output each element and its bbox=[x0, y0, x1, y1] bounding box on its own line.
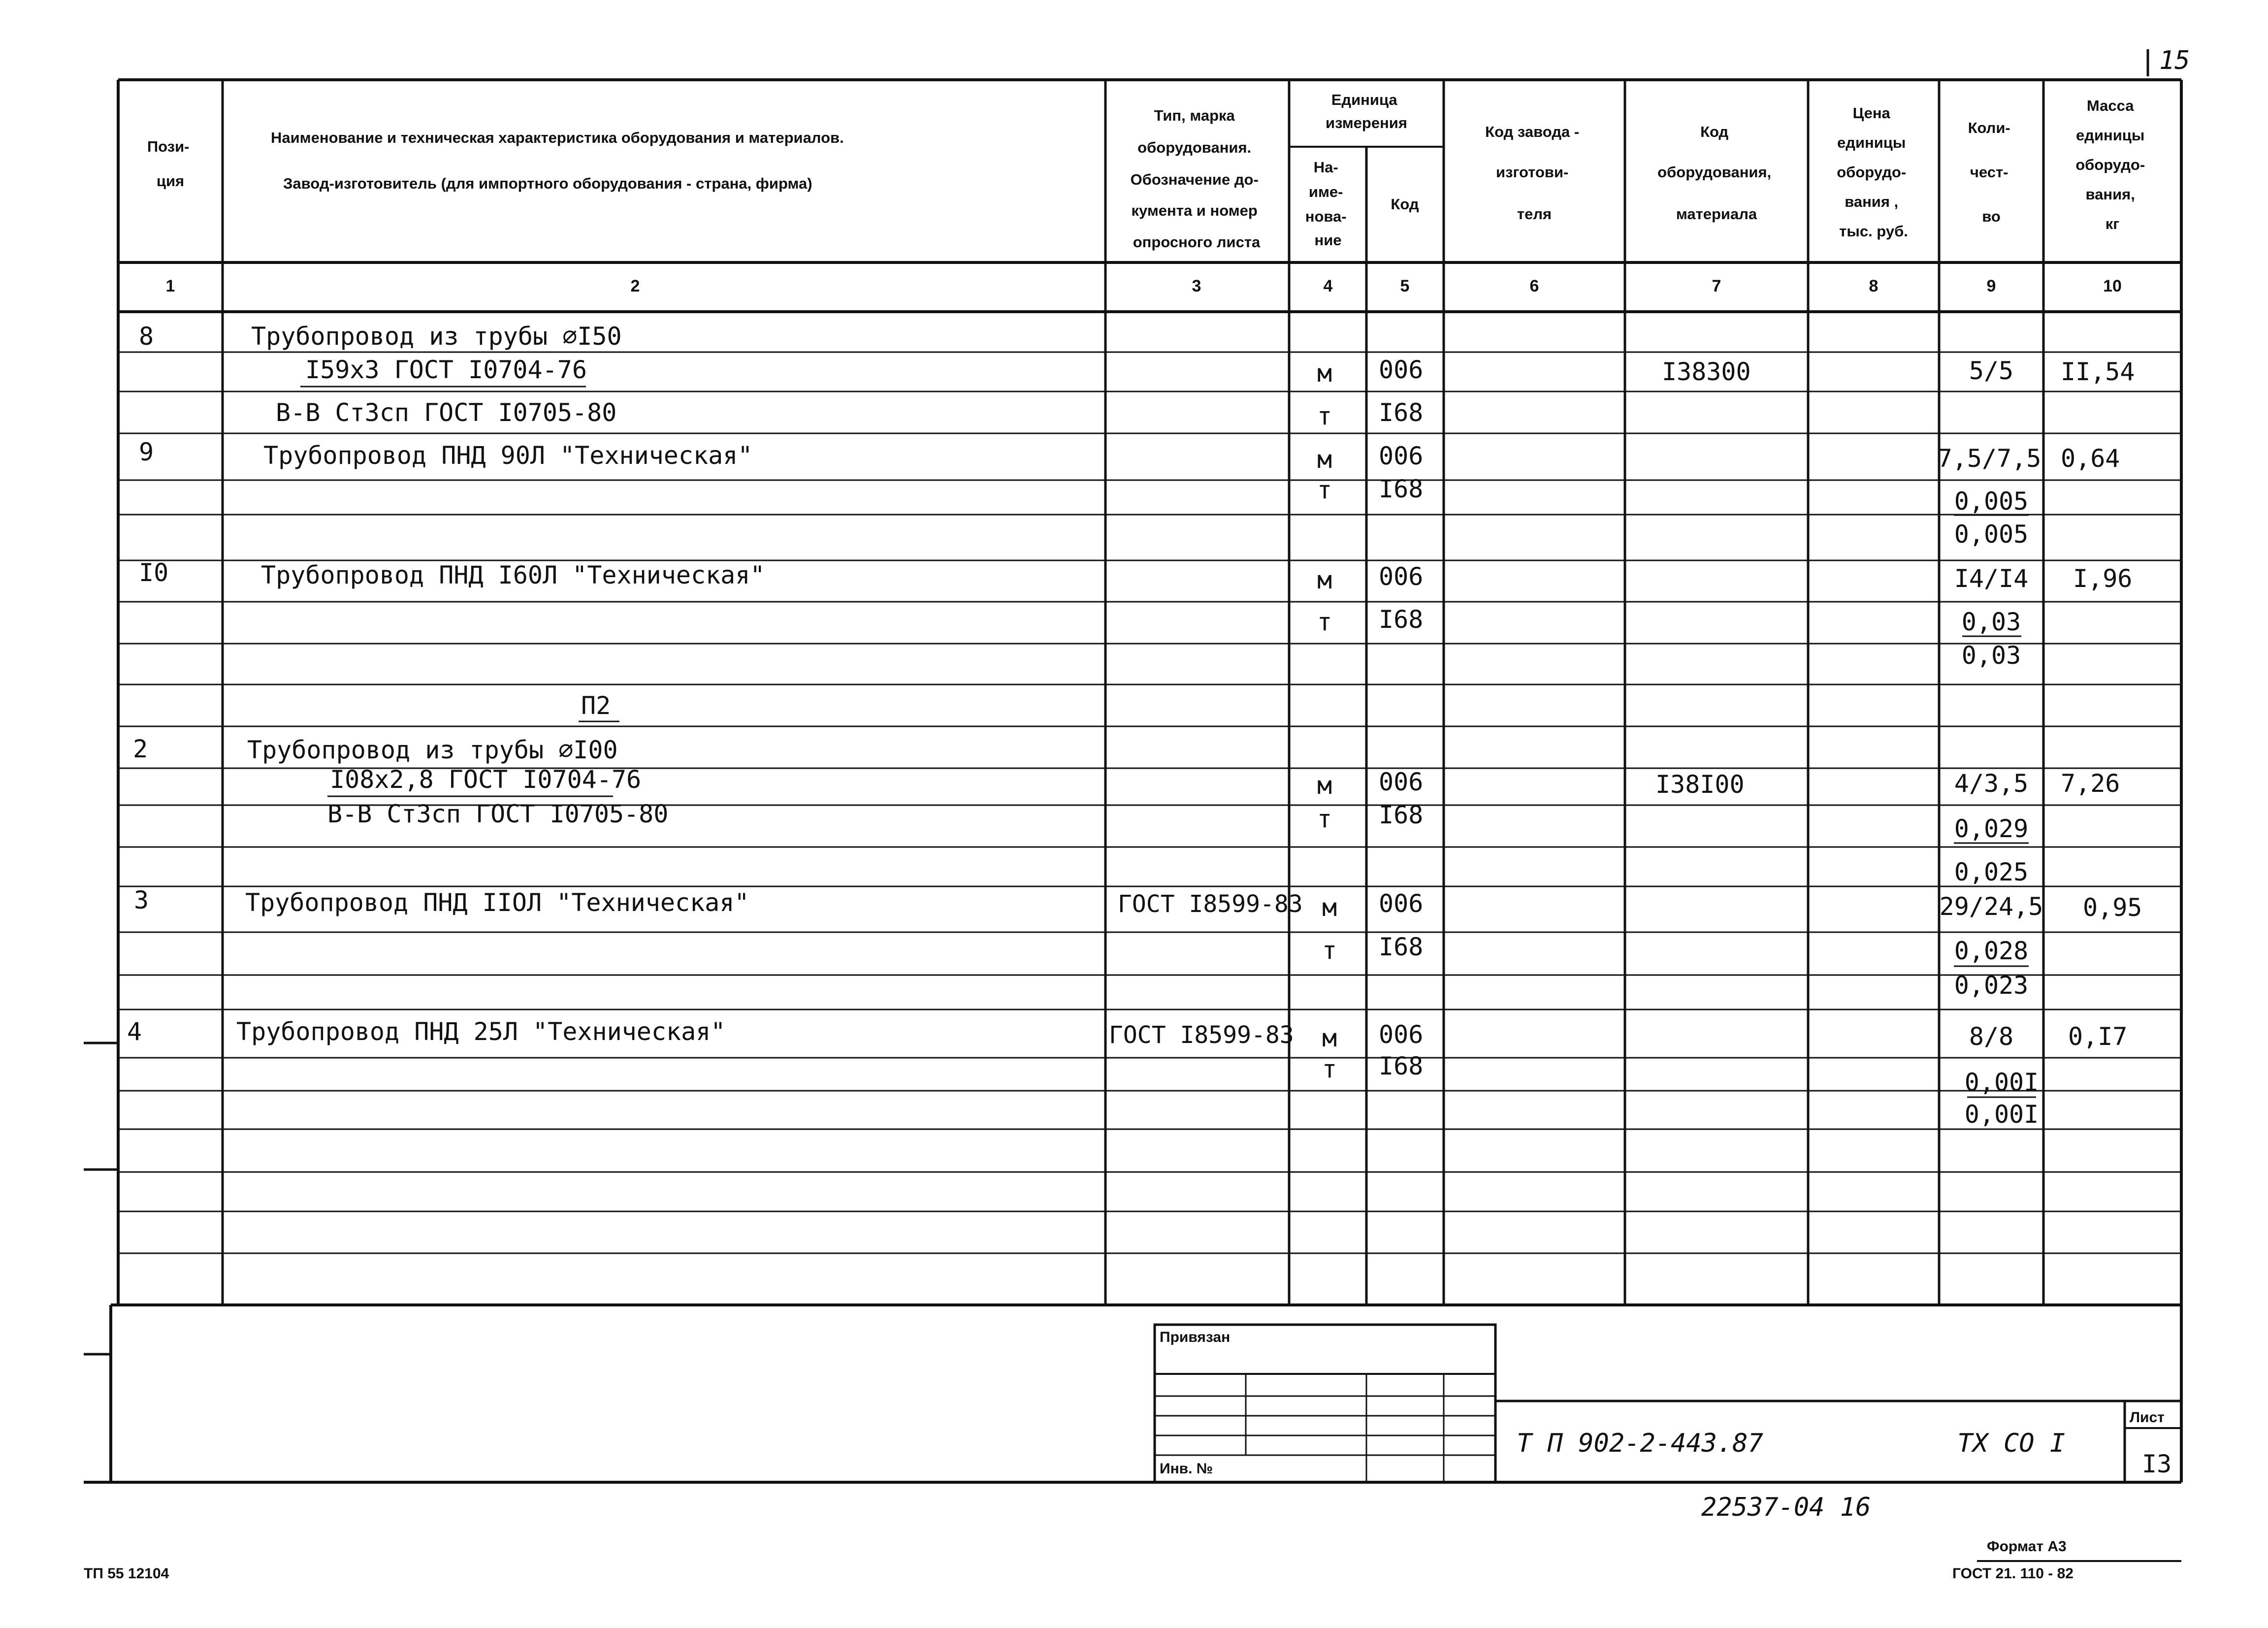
table-body bbox=[127, 322, 2142, 1129]
code-cell: I68 bbox=[1379, 801, 1424, 829]
mass-cell: II,54 bbox=[2061, 358, 2135, 386]
table-row bbox=[133, 735, 618, 764]
type-cell: ГОСТ I8599-83 bbox=[1118, 890, 1303, 918]
quantity-cell: 29/24,5 bbox=[1939, 892, 2043, 921]
quantity-cell: 4/3,5 bbox=[1954, 769, 2029, 798]
header-mass: Масса единицы оборудо- вания, кг bbox=[2075, 97, 2145, 232]
name-cell: Трубопровод ПНД IIОЛ "Техническая" bbox=[245, 888, 749, 917]
table-row bbox=[134, 886, 2142, 922]
table-row bbox=[1322, 933, 2029, 966]
quantity-cell: 0,029 bbox=[1954, 814, 2029, 843]
header-unit-group: Единица измерения bbox=[1326, 91, 1407, 131]
sheet-footer bbox=[84, 1538, 2181, 1582]
quantity-cell: 0,03 bbox=[1961, 641, 2021, 670]
quantity-cell: 0,00I bbox=[1964, 1068, 2039, 1097]
unit-cell: м bbox=[1322, 893, 1337, 922]
title-block bbox=[1155, 1325, 2181, 1482]
position-cell: 2 bbox=[133, 735, 148, 763]
column-number: 6 bbox=[1529, 277, 1539, 295]
table-row bbox=[1954, 858, 2029, 886]
unit-cell: м bbox=[1317, 359, 1332, 388]
stamp-inventory-number: Инв. № bbox=[1160, 1461, 1213, 1477]
position-cell: 4 bbox=[127, 1017, 142, 1046]
name-cell: I59x3 ГОСТ I0704-76 bbox=[305, 356, 587, 384]
quantity-cell: 7,5/7,5 bbox=[1937, 444, 2041, 473]
table-row bbox=[139, 438, 2120, 474]
header-type: Тип, марка оборудования. Обозначение до- кумента и номер опросного листа bbox=[1130, 107, 1261, 251]
header-unit-name: На- име- нова- ние bbox=[1305, 159, 1347, 249]
unit-cell: т bbox=[1322, 1055, 1337, 1083]
quantity-cell: 0,025 bbox=[1954, 858, 2029, 886]
position-cell: 8 bbox=[139, 322, 154, 351]
header-name: Наименование и техническая характеристика оборудования и материалов. Завод-изготовитель (для импортного оборудования - страна, фирма) bbox=[271, 129, 844, 192]
position-cell: 3 bbox=[134, 886, 149, 914]
format-label: Формат А3 bbox=[1987, 1538, 2067, 1555]
code-cell: I68 bbox=[1379, 1052, 1424, 1080]
unit-cell: т bbox=[1317, 608, 1332, 636]
name-cell: I08x2,8 ГОСТ I0704-76 bbox=[330, 765, 642, 794]
header-quantity: Коли- чест- во bbox=[1968, 119, 2010, 225]
code-cell: 006 bbox=[1379, 442, 1424, 470]
quantity-cell: 0,03 bbox=[1961, 608, 2021, 636]
name-cell: Трубопровод ПНД 25Л "Техническая" bbox=[236, 1017, 726, 1046]
column-numbers bbox=[166, 277, 2122, 295]
table-grid bbox=[118, 80, 2181, 1305]
quantity-cell: 0,005 bbox=[1954, 487, 2029, 516]
column-number: 2 bbox=[630, 277, 640, 295]
footer-code: ТП 55 12104 bbox=[84, 1565, 169, 1582]
project-number: Т П 902-2-443.87 bbox=[1517, 1429, 1763, 1458]
mass-cell: 0,I7 bbox=[2068, 1022, 2128, 1051]
table-row bbox=[127, 1017, 2127, 1052]
name-cell: Трубопровод ПНД 90Л "Техническая" bbox=[263, 441, 753, 470]
quantity-cell: 0,028 bbox=[1954, 937, 2029, 965]
unit-cell: т bbox=[1317, 476, 1332, 504]
table-row bbox=[1954, 520, 2029, 549]
code-cell: I68 bbox=[1379, 398, 1424, 427]
code-cell: 006 bbox=[1379, 1020, 1424, 1049]
quantity-cell: I4/I4 bbox=[1954, 564, 2029, 593]
unit-cell: м bbox=[1322, 1024, 1337, 1052]
table-row bbox=[327, 765, 2120, 800]
column-number: 3 bbox=[1192, 277, 1201, 295]
sheet-number: I3 bbox=[2142, 1450, 2172, 1478]
position-cell: I0 bbox=[139, 558, 169, 587]
code-cell: 006 bbox=[1379, 562, 1424, 591]
position-cell: 9 bbox=[139, 438, 154, 466]
column-number: 1 bbox=[165, 277, 175, 295]
quantity-cell: 0,023 bbox=[1954, 971, 2029, 1000]
table-row bbox=[579, 691, 619, 721]
quantity-cell: 0,00I bbox=[1964, 1100, 2039, 1129]
column-number: 5 bbox=[1400, 277, 1410, 295]
type-cell: ГОСТ I8599-83 bbox=[1109, 1021, 1294, 1049]
unit-cell: м bbox=[1317, 566, 1332, 594]
mass-cell: 0,95 bbox=[2083, 893, 2142, 922]
unit-cell: т bbox=[1322, 936, 1337, 965]
mass-cell: 0,64 bbox=[2061, 444, 2120, 473]
sheet-label: Лист bbox=[2130, 1409, 2165, 1426]
page-mark: 15 bbox=[2159, 46, 2190, 75]
unit-cell: м bbox=[1317, 445, 1332, 474]
mass-cell: 7,26 bbox=[2061, 769, 2120, 798]
sheet-code: ТХ СО I bbox=[1957, 1429, 2066, 1458]
column-number: 8 bbox=[1869, 277, 1879, 295]
code-cell: 006 bbox=[1379, 768, 1424, 796]
quantity-cell: 5/5 bbox=[1969, 357, 2014, 385]
name-cell: Трубопровод ПНД I60Л "Техническая" bbox=[261, 561, 765, 589]
name-cell: Трубопровод из трубы ∅I50 bbox=[251, 322, 622, 351]
unit-cell: т bbox=[1317, 805, 1332, 833]
archive-number: 22537-04 16 bbox=[1701, 1493, 1871, 1522]
name-cell: Трубопровод из трубы ∅I00 bbox=[247, 736, 618, 764]
table-header bbox=[147, 91, 2149, 251]
table-row bbox=[1965, 1100, 2039, 1129]
material-code-cell: I38I00 bbox=[1655, 770, 1745, 799]
unit-cell: м bbox=[1317, 771, 1332, 800]
column-number: 4 bbox=[1323, 277, 1333, 295]
column-number: 7 bbox=[1712, 277, 1721, 295]
code-cell: I68 bbox=[1379, 475, 1424, 503]
table-row bbox=[1317, 605, 2021, 636]
code-cell: 006 bbox=[1379, 356, 1424, 384]
table-row bbox=[300, 356, 2135, 388]
table-row bbox=[1962, 641, 2021, 670]
quantity-cell: 8/8 bbox=[1969, 1022, 2014, 1051]
code-cell: 006 bbox=[1379, 889, 1424, 918]
quantity-cell: 0,005 bbox=[1954, 520, 2029, 549]
header-price: Цена единицы оборудо- вания , тыс. руб. bbox=[1837, 104, 1908, 240]
code-cell: I68 bbox=[1379, 933, 1424, 961]
column-number: 10 bbox=[2103, 277, 2122, 295]
table-row bbox=[1954, 971, 2029, 1000]
mass-cell: I,96 bbox=[2073, 564, 2133, 593]
table-row bbox=[327, 800, 2029, 843]
name-cell: В-В Ст3сп ГОСТ I0705-80 bbox=[276, 398, 617, 427]
header-unit-code: Код bbox=[1391, 195, 1419, 213]
table-row-lines bbox=[118, 352, 2181, 1305]
table-row bbox=[139, 558, 2132, 594]
table-row bbox=[276, 398, 1423, 430]
name-cell: В-В Ст3сп ГОСТ I0705-80 bbox=[327, 800, 669, 828]
column-number: 9 bbox=[1986, 277, 1996, 295]
header-manufacturer-code: Код завода - изготови- теля bbox=[1485, 123, 1580, 223]
section-heading: П2 bbox=[581, 691, 611, 720]
table-row bbox=[139, 322, 622, 351]
gost-label: ГОСТ 21. 110 - 82 bbox=[1952, 1565, 2074, 1582]
header-material-code: Код оборудования, материала bbox=[1657, 123, 1772, 223]
header-position: Пози- ция bbox=[147, 138, 190, 190]
stamp-privyazan: Привязан bbox=[1160, 1329, 1231, 1345]
material-code-cell: I38300 bbox=[1662, 358, 1751, 386]
unit-cell: т bbox=[1317, 402, 1332, 430]
code-cell: I68 bbox=[1379, 605, 1424, 634]
